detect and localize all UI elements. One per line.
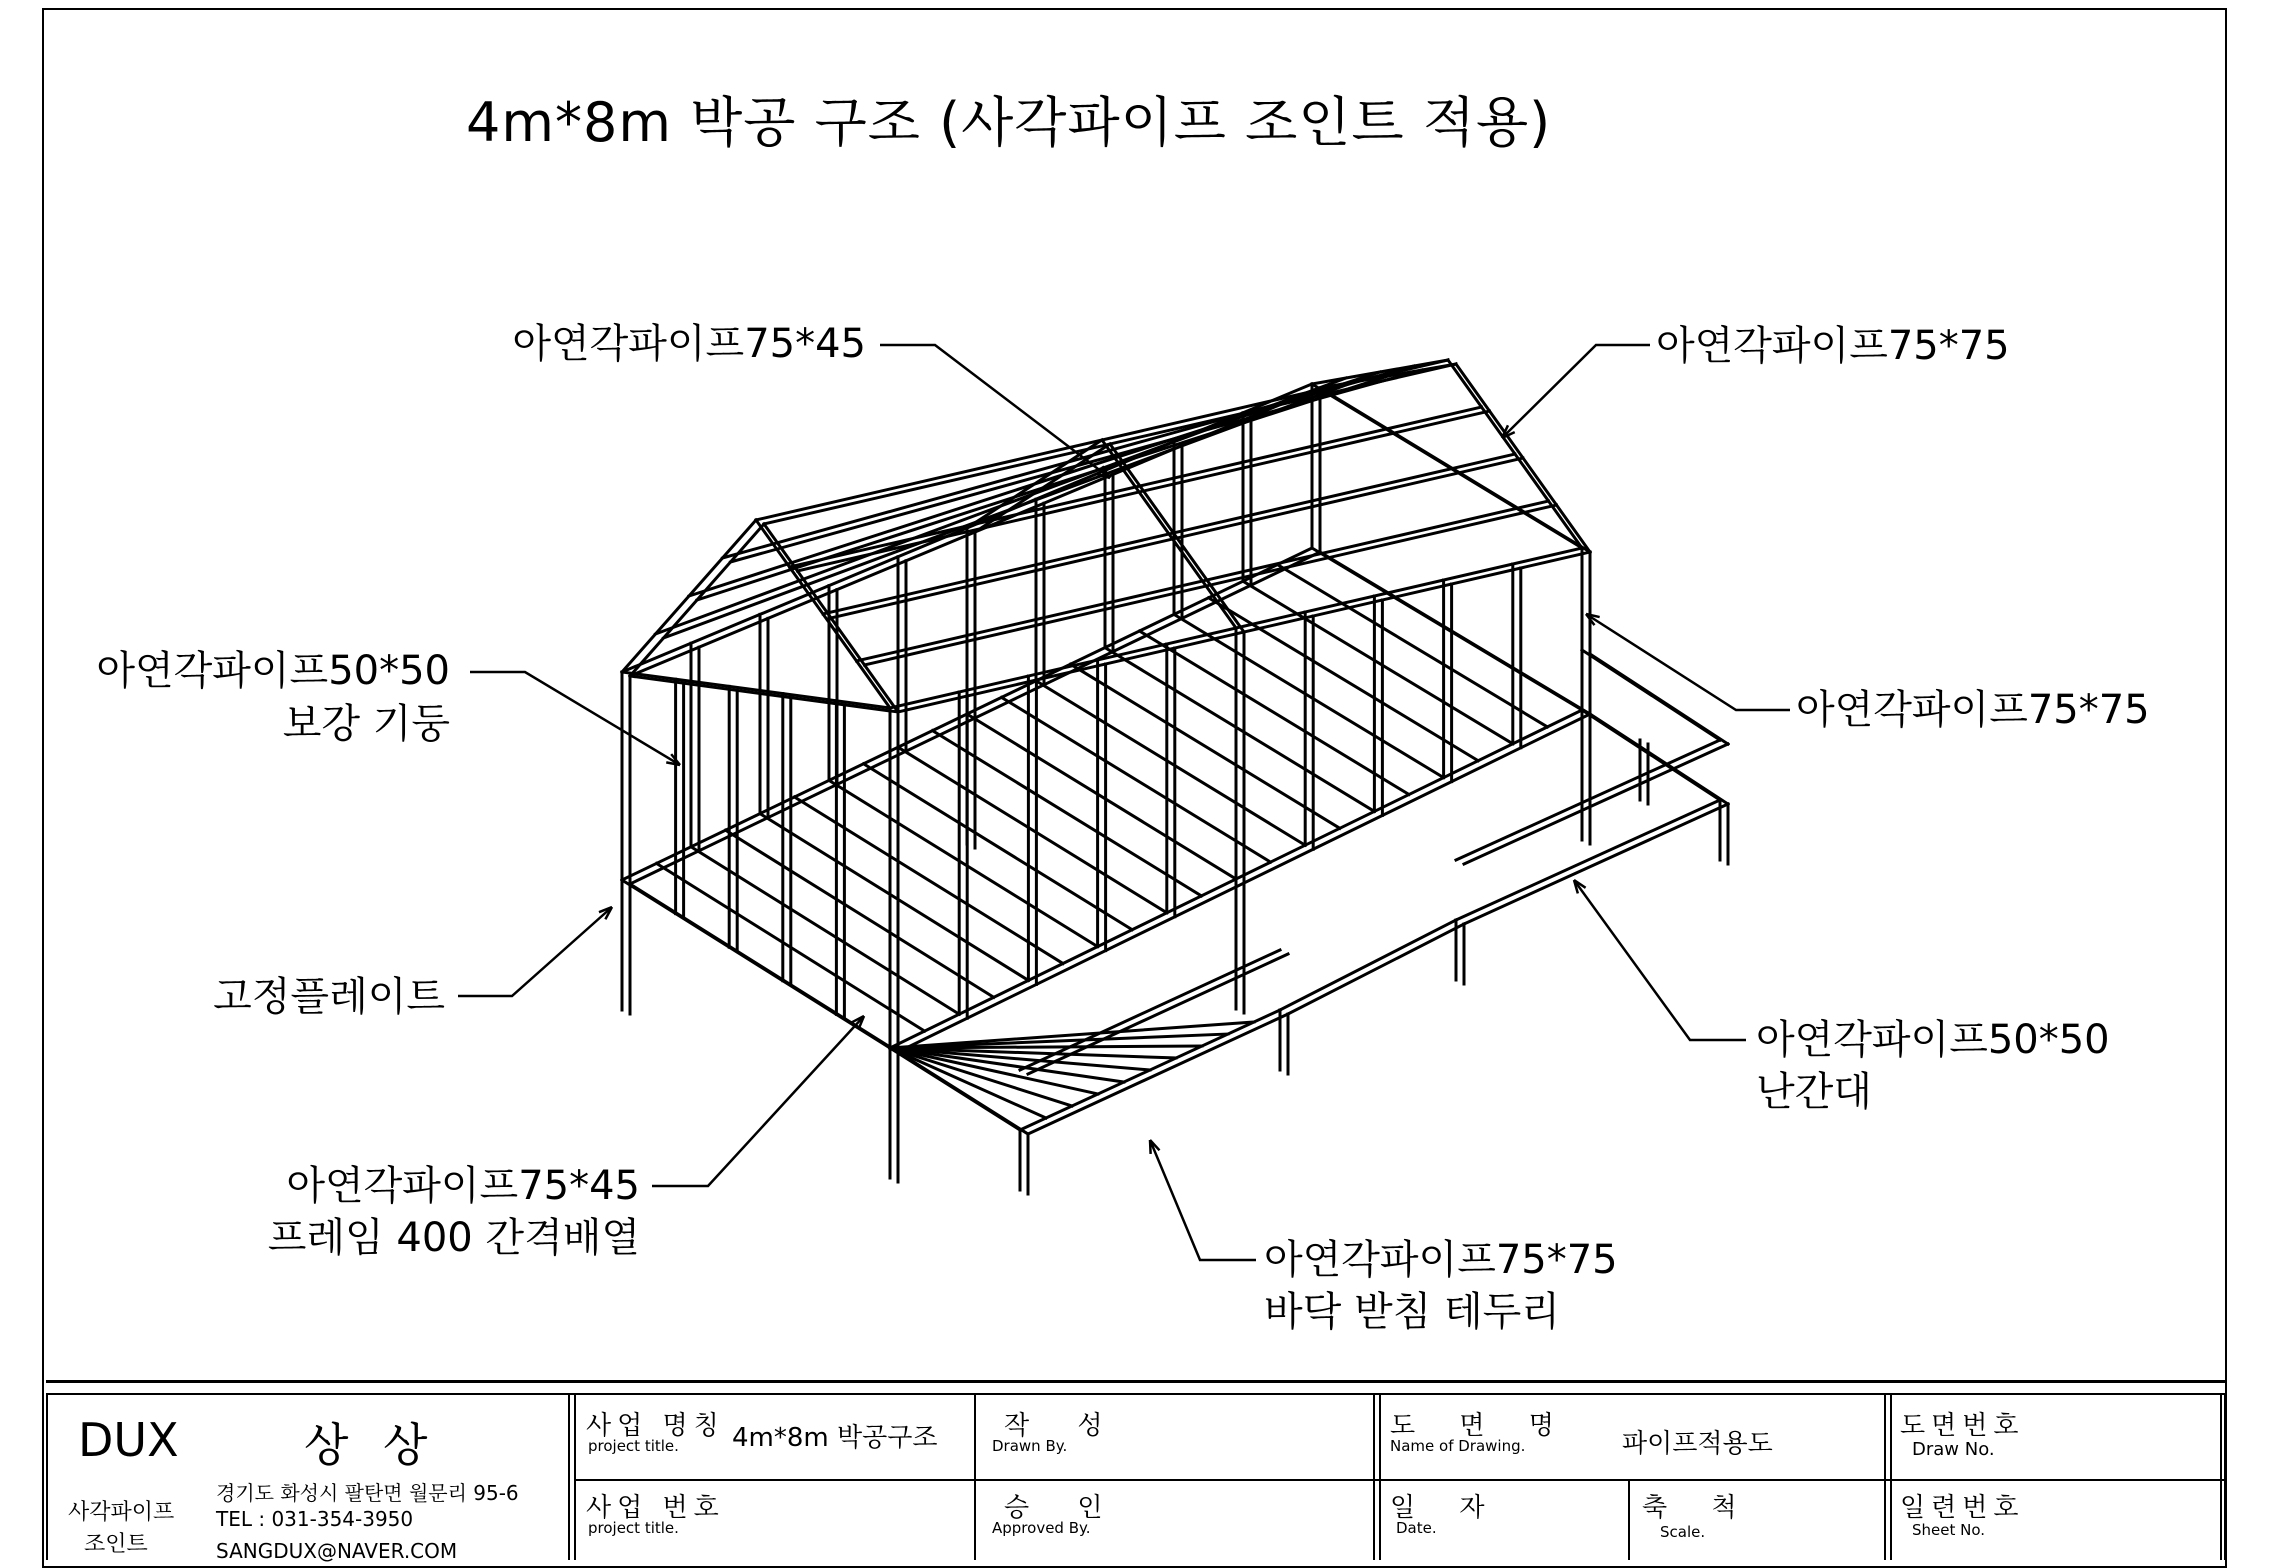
- date-label-en: Date.: [1396, 1519, 1437, 1537]
- floor-joist: [864, 764, 1133, 930]
- purlin: [723, 366, 1415, 558]
- railing: [1020, 950, 1280, 1070]
- project-title-value: 4m*8m 박공구조: [732, 1423, 938, 1453]
- sheet-no-label: 일련번호: [1900, 1493, 2025, 1523]
- divider: [1373, 1395, 1381, 1560]
- draw-no-label-en: Draw No.: [1912, 1439, 1995, 1460]
- divider: [1884, 1395, 1892, 1560]
- date-label: 일 자: [1390, 1493, 1503, 1523]
- divider: [2220, 1395, 2222, 1560]
- deck-edge: [1280, 920, 1456, 1010]
- leader-right-mid: [1586, 614, 1790, 710]
- drawn-by-label: 작 성: [1004, 1411, 1123, 1441]
- floor-joist: [898, 747, 1167, 913]
- divider: [574, 1479, 2224, 1481]
- drawing-name-label: 도 면 명: [1390, 1411, 1572, 1441]
- railing: [1464, 744, 1728, 864]
- leader-top-right: [1502, 345, 1650, 438]
- label-railing-pipe: 아연각파이프50*50: [1756, 1017, 2110, 1063]
- purlin: [731, 370, 1423, 562]
- scale-label: 축 척: [1642, 1493, 1755, 1523]
- label-frame-desc: 프레임 400 간격배열: [267, 1215, 640, 1261]
- approved-by-label: 승 인: [1004, 1493, 1123, 1523]
- company-sub-2: 조인트: [84, 1532, 148, 1557]
- title-block-frame: [46, 1393, 2226, 1563]
- drawing-name-label-en: Name of Drawing.: [1390, 1437, 1526, 1455]
- leader-railing: [1574, 880, 1746, 1040]
- sheet-no-label-en: Sheet No.: [1912, 1521, 1986, 1539]
- floor-joist: [760, 814, 1028, 981]
- label-top-left-pipe: 아연각파이프75*45: [512, 321, 866, 367]
- deck-edge: [1464, 804, 1728, 924]
- company-sub-1: 사각파이프: [68, 1500, 175, 1525]
- leader-left-post: [470, 672, 680, 765]
- drawing-name-value: 파이프적용도: [1622, 1429, 1773, 1459]
- title-block: [46, 1380, 2226, 1563]
- drawn-by-label-en: Drawn By.: [992, 1437, 1068, 1455]
- label-railing-desc: 난간대: [1756, 1069, 1872, 1115]
- company-email: SANGDUX@NAVER.COM: [216, 1539, 458, 1563]
- floor-joist: [691, 847, 959, 1014]
- floor-joist: [726, 830, 994, 997]
- company-tel: TEL : 031-354-3950: [216, 1507, 414, 1531]
- project-no-label: 사업 번호: [586, 1493, 725, 1523]
- company-name: 상 상: [304, 1418, 438, 1472]
- project-title-label-en: project title.: [588, 1437, 679, 1455]
- tie-beam: [630, 676, 898, 712]
- railing: [1456, 740, 1720, 860]
- label-fix-plate: 고정플레이트: [213, 974, 445, 1020]
- label-floor-desc: 바닥 받침 테두리: [1264, 1289, 1560, 1335]
- scale-label-en: Scale.: [1660, 1523, 1706, 1541]
- leader-floor: [1150, 1140, 1256, 1260]
- label-floor-pipe: 아연각파이프75*75: [1264, 1237, 1618, 1283]
- leader-fix-plate: [458, 907, 612, 996]
- label-left-post-pipe: 아연각파이프50*50: [96, 648, 450, 694]
- deck-edge: [1288, 924, 1464, 1014]
- approved-by-label-en: Approved By.: [992, 1519, 1091, 1537]
- label-frame-pipe: 아연각파이프75*45: [286, 1163, 640, 1209]
- deck-edge: [1456, 800, 1720, 920]
- label-top-right-pipe: 아연각파이프75*75: [1656, 323, 2010, 369]
- company-address: 경기도 화성시 팔탄면 월문리 95-6: [216, 1481, 519, 1505]
- company-logo: DUX: [78, 1413, 179, 1467]
- floor-joist: [795, 797, 1064, 964]
- label-left-post-desc: 보강 기둥: [282, 701, 450, 747]
- floor-joist: [829, 780, 1098, 946]
- divider: [1628, 1479, 1630, 1560]
- floor-beam: [630, 884, 898, 1052]
- tie-beam: [622, 672, 890, 708]
- project-no-label-en: project title.: [588, 1519, 679, 1537]
- divider: [568, 1395, 576, 1560]
- project-title-label: 사업 명칭: [586, 1411, 725, 1441]
- draw-no-label: 도면번호: [1900, 1411, 2025, 1441]
- label-right-mid-pipe: 아연각파이프75*75: [1796, 687, 2150, 733]
- divider: [974, 1395, 976, 1560]
- leader-frame: [652, 1016, 864, 1186]
- drawing-title: 4m*8m 박공 구조 (사각파이프 조인트 적용): [466, 91, 1552, 154]
